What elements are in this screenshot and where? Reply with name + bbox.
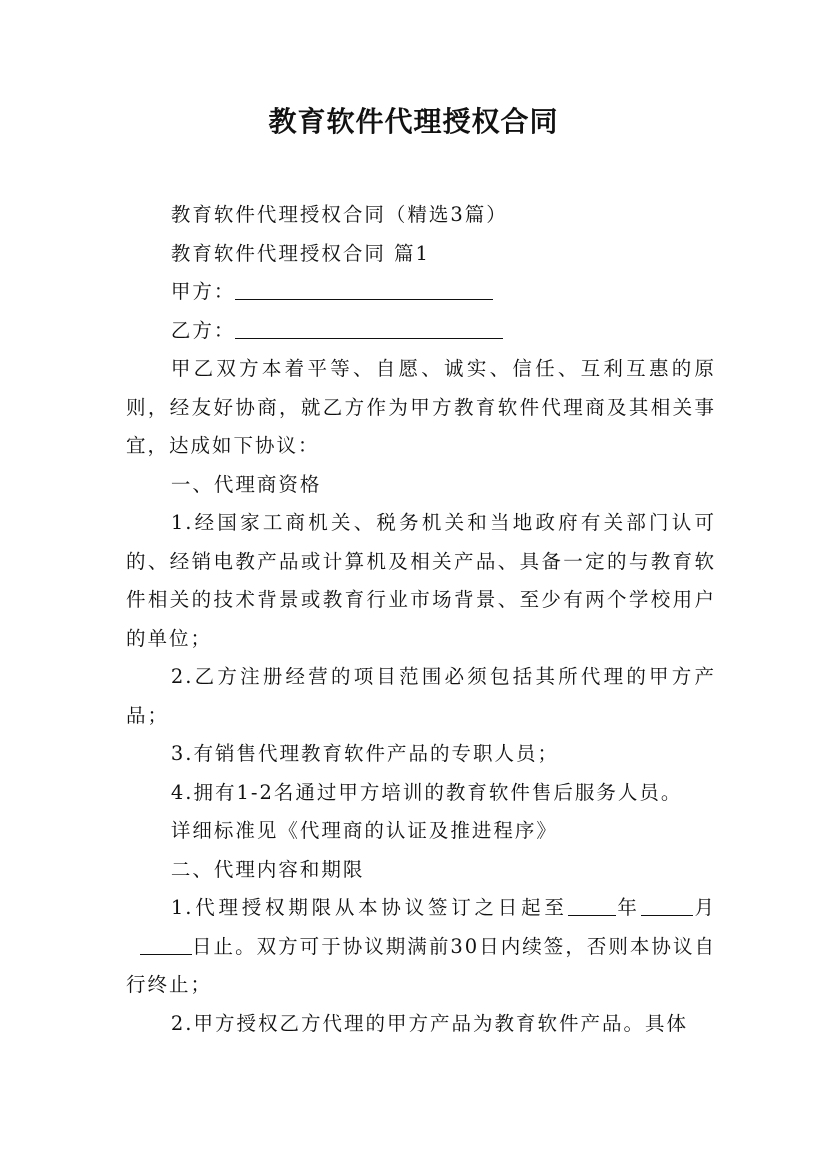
paragraph-item-2: 2.乙方注册经营的项目范围必须包括其所代理的甲方产品；: [126, 665, 716, 727]
party-b-label: 乙方：: [170, 318, 236, 342]
year-blank-line: [568, 896, 616, 917]
party-a-label: 甲方：: [170, 280, 236, 303]
document-title: 教育软件代理授权合同: [268, 105, 559, 138]
paragraph-preamble: 甲乙双方本着平等、自愿、诚实、信任、互利互惠的原则，经友好协商，就乙方作为甲方教育软件代理商及其相关事宜，达成如下协议：: [126, 357, 716, 457]
heading-agency-content-term: 二、代理内容和期限: [170, 857, 365, 881]
paragraph-subtitle: 教育软件代理授权合同（精选3篇）: [170, 203, 508, 226]
paragraph-term-1: [126, 889, 716, 1005]
term-text-year: 年: [615, 896, 641, 919]
paragraph-standard-reference: 详细标准见《代理商的认证及推进程序》: [170, 819, 558, 842]
party-a-blank-line: [235, 280, 493, 301]
paragraph-item-3: 3.有销售代理教育软件产品的专职人员；: [170, 742, 559, 765]
paragraph-item-1: 1.经国家工商机关、税务机关和当地政府有关部门认可的、经销电教产品或计算机及相关产品、具备一定的与教育软件相关的技术背景或教育行业市场背景、至少有两个学校用户的单位；: [126, 511, 716, 650]
document-body: [126, 196, 716, 1043]
paragraph-party-b: [126, 312, 716, 351]
month-blank-line: [641, 896, 693, 917]
paragraph-item-4: 4.拥有1-2名通过甲方培训的教育软件售后服务人员。: [170, 780, 683, 804]
paragraph-party-a: [126, 273, 716, 312]
heading-agent-qualification: 一、代理商资格: [170, 472, 322, 496]
term-text-day: 日止。双方可于协议期满前30日内续签，否则本协议自行终止；: [126, 934, 716, 996]
party-b-blank-line: [235, 318, 503, 339]
term-text-month: 月: [692, 896, 716, 919]
paragraph-term-2: 2.甲方授权乙方代理的甲方产品为教育软件产品。具体: [170, 1011, 688, 1035]
paragraph-section-heading: 教育软件代理授权合同 篇1: [170, 241, 430, 265]
day-blank-line: [140, 934, 192, 955]
term-text-a: 1.代理授权期限从本协议签订之日起至: [170, 896, 568, 919]
